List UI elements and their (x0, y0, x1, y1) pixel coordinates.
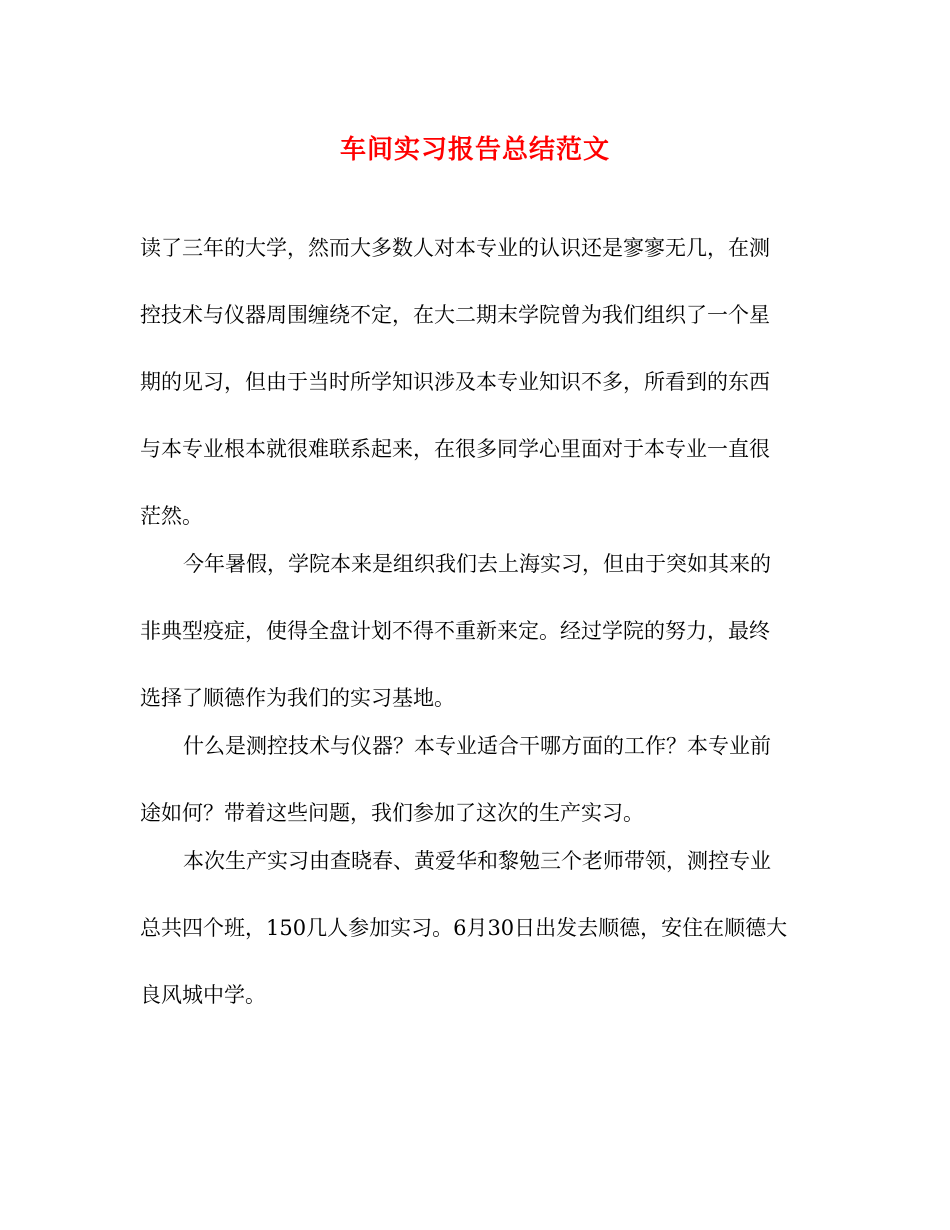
text-line: 什么是测控技术与仪器？本专业适合干哪方面的工作？本专业前 (183, 734, 771, 758)
paragraph (140, 544, 812, 726)
text-line: 控技术与仪器周围缠绕不定，在大二期末学院曾为我们组织了一个星 (140, 303, 770, 327)
text-line: 途如何？带着这些问题，我们参加了这次的生产实习。 (140, 801, 644, 825)
text-line: 非典型疫症，使得全盘计划不得不重新来定。经过学院的努力，最终 (140, 619, 770, 643)
text-line: 茫然。 (140, 504, 203, 528)
text-line: 读了三年的大学，然而大多数人对本专业的认识还是寥寥无几，在测 (140, 236, 770, 260)
text-line: 总共四个班，150几人参加实习。6月30日出发去顺德，安住在顺德大 (140, 916, 788, 940)
text-line: 选择了顺德作为我们的实习基地。 (140, 686, 455, 710)
paragraph (140, 228, 812, 544)
document-title: 车间实习报告总结范文 (339, 135, 610, 165)
paragraph (140, 841, 812, 1042)
text-line: 与本专业根本就很难联系起来，在很多同学心里面对于本专业一直很 (140, 437, 770, 461)
text-line: 本次生产实习由查晓春、黄爱华和黎勉三个老师带领，测控专业 (183, 849, 771, 873)
text-line: 今年暑假，学院本来是组织我们去上海实习，但由于突如其来的 (183, 552, 771, 576)
paragraph (140, 726, 812, 841)
text-line: 良风城中学。 (140, 983, 266, 1007)
text-line: 期的见习，但由于当时所学知识涉及本专业知识不多，所看到的东西 (140, 370, 770, 394)
document-body (140, 228, 812, 1042)
